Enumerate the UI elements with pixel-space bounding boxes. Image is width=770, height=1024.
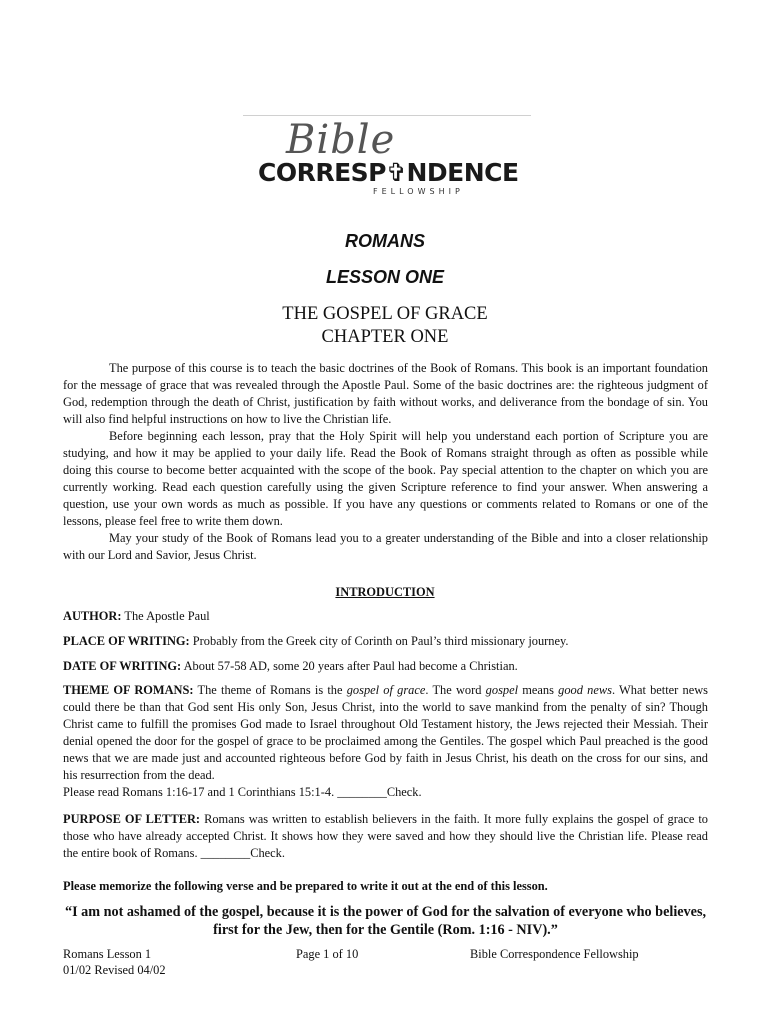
purpose-label: PURPOSE OF LETTER: [63,812,201,826]
logo-main-text: CORRESP✞NDENCE [258,158,519,187]
date-label: DATE OF WRITING: [63,659,182,673]
logo-script-text: Bible [286,117,396,163]
theme-italic-gospel: gospel [485,683,519,697]
author-label: AUTHOR: [63,609,122,623]
bcf-logo [248,118,518,202]
heading-romans: ROMANS [345,231,425,251]
theme-text: The theme of Romans is the [197,683,343,697]
theme-field [63,682,708,801]
logo-top-rule [243,115,531,116]
footer-organization: Bible Correspondence Fellowship [470,947,639,961]
heading-chapter: CHAPTER ONE [321,327,449,347]
theme-italic-gospel-of-grace: gospel of grace [346,683,426,697]
author-value: The Apostle Paul [124,609,210,623]
logo-sub-text: FELLOWSHIP [373,187,464,196]
footer-page-number: Page 1 of 10 [296,947,359,961]
theme-text: . The word [425,683,482,697]
purpose-field [63,811,708,862]
theme-check-line: Please read Romans 1:16-17 and 1 Corinthians 15:1-4. ________Check. [63,785,422,799]
purpose-value: Romans was written to establish believers in the faith. It more fully explains the gospel of grace to those who have already accepted Christ. It shows how they were saved and how they should live the Christian life. Please read the entire book of Romans. ________Check. [63,812,708,860]
footer-lesson: Romans Lesson 1 [63,947,152,961]
intro-paragraph: The purpose of this course is to teach the basic doctrines of the Book of Romans. This book is an important foundation for the message of grace that was revealed through the Apostle Paul. Some of the basic doctrines are: the righteous judgment of God, redemption through the death of Christ, justification by faith without works, and deliverance from the bondage of sin. You will also find helpful instructions on how to live the Christian life. [63,361,708,426]
intro-paragraph: Before beginning each lesson, pray that the Holy Spirit will help you understand each portion of Scripture you are studying, and how it may be applied to your daily life. Read the Book of Romans straight through as often as possible while doing this course to become better acquainted with the scope of the book. Pay special attention to the chapter on which you are currently working. Read each question carefully using the given Scripture reference to find your answer. When answering a question, use your own words as much as possible. If you have any questions or comments related to Romans or one of the lessons, please feel free to write them down. [63,429,708,528]
theme-label: THEME OF ROMANS: [63,683,194,697]
heading-gospel-of-grace: THE GOSPEL OF GRACE [282,304,488,324]
date-value: About 57-58 AD, some 20 years after Paul had become a Christian. [183,659,518,673]
memory-verse: “I am not ashamed of the gospel, because it is the power of God for the salvation of everyone who believes, first for the Jew, then for the Gentile (Rom. 1:16 - NIV).” [64,904,707,938]
intro-paragraph: May your study of the Book of Romans lead you to a greater understanding of the Bible and into a closer relationship with our Lord and Savior, Jesus Christ. [63,531,708,562]
heading-lesson: LESSON ONE [325,267,445,287]
theme-text: means [522,683,554,697]
introduction-heading: INTRODUCTION [335,585,435,599]
footer-left [63,946,166,978]
theme-italic-good-news: good news [558,683,612,697]
author-field [63,608,708,625]
place-value: Probably from the Greek city of Corinth on Paul’s third missionary journey. [192,634,569,648]
memorize-instruction: Please memorize the following verse and be prepared to write it out at the end of this lesson. [63,879,548,893]
intro-paragraphs [63,360,708,564]
footer-revision: 01/02 Revised 04/02 [63,963,166,977]
date-field [63,658,708,675]
theme-text: . What better news could there be than that God sent His only Son, Jesus Christ, into the world to save mankind from the penalty of sin? Though Christ came to fulfill the promises God made to Israel throughout Old Testament history, the Jews rejected their Messiah. Their denial opened the door for the gospel of grace to be proclaimed among the Gentiles. The gospel which Paul preached is the good news that we are made just and accounted righteous before God by faith in Jesus Christ, his death on the cross for our sins, and his resurrection from the dead. [63,683,708,782]
place-field [63,633,708,650]
place-label: PLACE OF WRITING: [63,634,190,648]
